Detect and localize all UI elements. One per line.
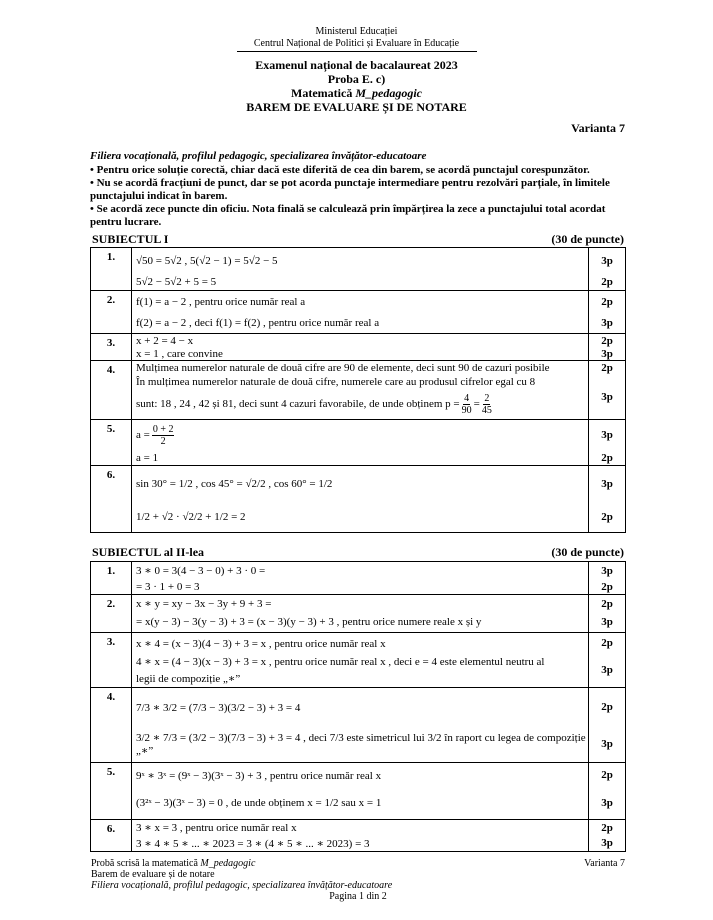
fraction-denominator: 45: [481, 404, 492, 416]
item-number: 5.: [91, 763, 132, 820]
solution-line: sin 30° = 1/2 , cos 45° = √2/2 , cos 60° = 1/2: [136, 478, 333, 490]
solution-line: x = 1 , care convine: [136, 347, 223, 360]
solution-line: 3 ∗ 4 ∗ 5 ∗ ... ∗ 2023 = 3 ∗ (4 ∗ 5 ∗ ... ∗ 2023) = 3: [136, 837, 370, 850]
item-number: 6.: [91, 466, 132, 533]
page-footer: [91, 858, 625, 902]
instruction-item: • Nu se acordă fracțiuni de punct, dar se pot acorda punctaje intermediare pentru rezolvări parțiale, în limitele punctajului indicat în barem.: [90, 177, 610, 202]
fraction: [152, 424, 175, 447]
table-row: [91, 361, 626, 420]
solution-line: x + 2 = 4 − x: [136, 334, 194, 347]
solution-line: x ∗ 4 = (x − 3)(4 − 3) + 3 = x , pentru orice număr real x: [136, 637, 386, 650]
item-points: [589, 466, 626, 533]
points-value: 2p: [601, 769, 613, 781]
item-number: 4.: [91, 688, 132, 763]
variant-label: Varianta 7: [571, 121, 625, 135]
item-number: 1.: [91, 248, 132, 291]
table-row: [91, 595, 626, 633]
footer-filiera-text: Filiera vocațională, profilul pedagogic, specializarea învățător-educatoare: [91, 880, 393, 891]
item-points: [589, 633, 626, 688]
filiera-text: Filiera vocațională, profilul pedagogic, specializarea învățător-educatoare: [90, 150, 427, 162]
page-header: [0, 26, 713, 52]
item-points: [589, 248, 626, 291]
subiect2-heading: [92, 545, 624, 560]
solution-line: (3²ˣ − 3)(3ˣ − 3) = 0 , de unde obținem x = 1/2 sau x = 1: [136, 797, 382, 809]
subiect1-points: (30 de puncte): [551, 232, 624, 246]
table-row: [91, 248, 626, 291]
table-row: [91, 291, 626, 334]
solution-line: 9ˣ ∗ 3ˣ = (9ˣ − 3)(3ˣ − 3) + 3 , pentru orice număr real x: [136, 769, 382, 782]
item-points: [589, 562, 626, 595]
instruction-item: • Pentru orice soluție corectă, chiar dacă este diferită de cea din barem, se acordă punctajul corespunzător.: [90, 164, 590, 176]
points-value: 3p: [601, 347, 613, 360]
item-points: [589, 763, 626, 820]
item-solution: [132, 820, 589, 852]
item-solution: [132, 361, 589, 420]
solution-line: legii de compoziție „∗”: [136, 673, 241, 685]
solution-line: 4 ∗ x = (4 − 3)(x − 3) + 3 = x , pentru orice număr real x , deci e = 4 este elementul neutru al: [136, 656, 545, 668]
points-value: 3p: [601, 664, 613, 676]
solution-line: 3/2 ∗ 7/3 = (3/2 − 3)(7/3 − 3) + 3 = 4 , deci 7/3 este simetricul lui 3/2 în raport cu legea de compoziție „∗”: [136, 732, 586, 757]
points-value: 2p: [601, 701, 613, 713]
item-points: [589, 291, 626, 334]
item-solution: [132, 633, 589, 688]
footer-variant: Varianta 7: [584, 858, 625, 869]
item-points: [589, 420, 626, 466]
item-number: 1.: [91, 562, 132, 595]
instructions: [90, 150, 626, 229]
solution-line: În mulțimea numerelor naturale de două cifre, numerele care au produsul cifrelor egal cu 8: [136, 376, 536, 388]
fraction-numerator: 4: [464, 392, 470, 404]
solution-line: [132, 389, 588, 419]
item-points: [589, 361, 626, 420]
solution-line: = 3 · 1 + 0 = 3: [136, 580, 200, 593]
table-row: [91, 820, 626, 852]
points-value: 2p: [601, 334, 613, 347]
center-name: Centrul Național de Politici și Evaluare în Educație: [253, 38, 460, 49]
solution-line: Mulțimea numerelor naturale de două cifre are 90 de elemente, deci sunt 90 de cazuri posibile: [136, 362, 550, 374]
points-value: 3p: [601, 837, 613, 849]
subiect1-table: [90, 247, 626, 533]
points-value: 2p: [601, 580, 613, 593]
title-block: [0, 58, 713, 114]
item-solution: [132, 291, 589, 334]
solution-line: 1/2 + √2 · √2/2 + 1/2 = 2: [136, 511, 246, 523]
item-solution: [132, 688, 589, 763]
subiect2-title: SUBIECTUL al II-lea: [92, 545, 205, 559]
table-row: [91, 633, 626, 688]
solution-text: sunt: 18 , 24 , 42 și 81, deci sunt 4 cazuri favorabile, de unde obținem p =: [136, 398, 460, 410]
equals-sign: =: [473, 398, 480, 410]
points-value: 3p: [601, 797, 613, 809]
item-solution: [132, 420, 589, 466]
solution-line: f(2) = a − 2 , deci f(1) = f(2) , pentru orice număr real a: [136, 316, 380, 329]
table-row: [91, 763, 626, 820]
subject-prefix: Matematică: [291, 86, 356, 100]
table-row: [91, 466, 626, 533]
fraction-numerator: 2: [484, 392, 490, 404]
item-solution: [132, 595, 589, 633]
solution-line: 7/3 ∗ 3/2 = (7/3 − 3)(3/2 − 3) + 3 = 4: [136, 701, 301, 714]
proba-title: Proba E. c): [327, 72, 386, 86]
footer-barem: Barem de evaluare și de notare: [91, 869, 215, 880]
points-value: 2p: [601, 451, 613, 464]
solution-line: [132, 420, 588, 450]
points-value: 3p: [601, 616, 613, 628]
points-value: 3p: [601, 738, 613, 750]
header-rule: [237, 51, 477, 52]
exam-title: Examenul național de bacalaureat 2023: [255, 58, 458, 72]
item-solution: [132, 334, 589, 361]
item-solution: [132, 466, 589, 533]
table-row: [91, 562, 626, 595]
instruction-item: • Se acordă zece puncte din oficiu. Nota finală se calculează prin împărțirea la zece a punctajului total acordat pentru lucrare.: [90, 203, 606, 228]
subiect2-points: (30 de puncte): [551, 545, 624, 559]
solution-text: a =: [136, 429, 150, 441]
solution-line: 5√2 − 5√2 + 5 = 5: [136, 276, 217, 288]
subject-title: [0, 86, 713, 100]
fraction-denominator: 2: [160, 435, 166, 447]
table-row: [91, 688, 626, 763]
points-value: 3p: [601, 255, 613, 267]
item-solution: [132, 562, 589, 595]
page-number: Pagina 1 din 2: [329, 891, 387, 902]
ministry-name: Ministerul Educației: [315, 26, 398, 37]
item-points: [589, 688, 626, 763]
item-solution: [132, 763, 589, 820]
item-points: [589, 595, 626, 633]
footer-exam-italic: M_pedagogic: [200, 858, 256, 869]
barem-title: BAREM DE EVALUARE ȘI DE NOTARE: [246, 100, 467, 114]
points-value: 2p: [601, 295, 613, 308]
table-row: [91, 420, 626, 466]
item-number: 6.: [91, 820, 132, 852]
points-value: 3p: [601, 429, 613, 441]
solution-line: 3 ∗ 0 = 3(4 − 3 − 0) + 3 · 0 =: [136, 565, 266, 577]
points-value: 2p: [601, 597, 613, 610]
solution-line: √50 = 5√2 , 5(√2 − 1) = 5√2 − 5: [136, 255, 278, 267]
footer-exam-prefix: Probă scrisă la matematică: [91, 858, 201, 869]
points-value: 2p: [601, 362, 613, 374]
fraction: [482, 393, 492, 416]
item-number: 5.: [91, 420, 132, 466]
points-value: 3p: [601, 391, 613, 403]
solution-line: x ∗ y = xy − 3x − 3y + 9 + 3 =: [136, 598, 272, 610]
solution-line: = x(y − 3) − 3(y − 3) + 3 = (x − 3)(y − 3) + 3 , pentru orice numere reale x și y: [136, 616, 482, 628]
table-row: [91, 334, 626, 361]
solution-line: 3 ∗ x = 3 , pentru orice număr real x: [136, 822, 297, 834]
footer-exam: [91, 858, 255, 869]
points-value: 3p: [601, 316, 613, 329]
points-value: 2p: [601, 276, 613, 288]
points-value: 3p: [601, 564, 613, 577]
subiect1-title: SUBIECTUL I: [92, 232, 169, 246]
solution-line: f(1) = a − 2 , pentru orice număr real a: [136, 295, 306, 308]
item-number: 3.: [91, 334, 132, 361]
item-number: 4.: [91, 361, 132, 420]
points-value: 3p: [601, 478, 613, 490]
points-value: 2p: [601, 637, 613, 649]
points-value: 2p: [601, 821, 613, 834]
subiect2-table: [90, 561, 626, 852]
footer-row: [91, 858, 625, 869]
fraction-numerator: 0 + 2: [152, 423, 174, 435]
subject-italic: M_pedagogic: [355, 86, 422, 100]
solution-line: a = 1: [136, 451, 159, 464]
points-value: 2p: [601, 511, 613, 523]
item-number: 3.: [91, 633, 132, 688]
item-points: [589, 820, 626, 852]
item-number: 2.: [91, 595, 132, 633]
subiect1-heading: [92, 232, 624, 247]
fraction: [462, 393, 472, 416]
fraction-denominator: 90: [461, 404, 472, 416]
item-solution: [132, 248, 589, 291]
footer-filiera: [91, 880, 625, 891]
item-number: 2.: [91, 291, 132, 334]
item-points: [589, 334, 626, 361]
